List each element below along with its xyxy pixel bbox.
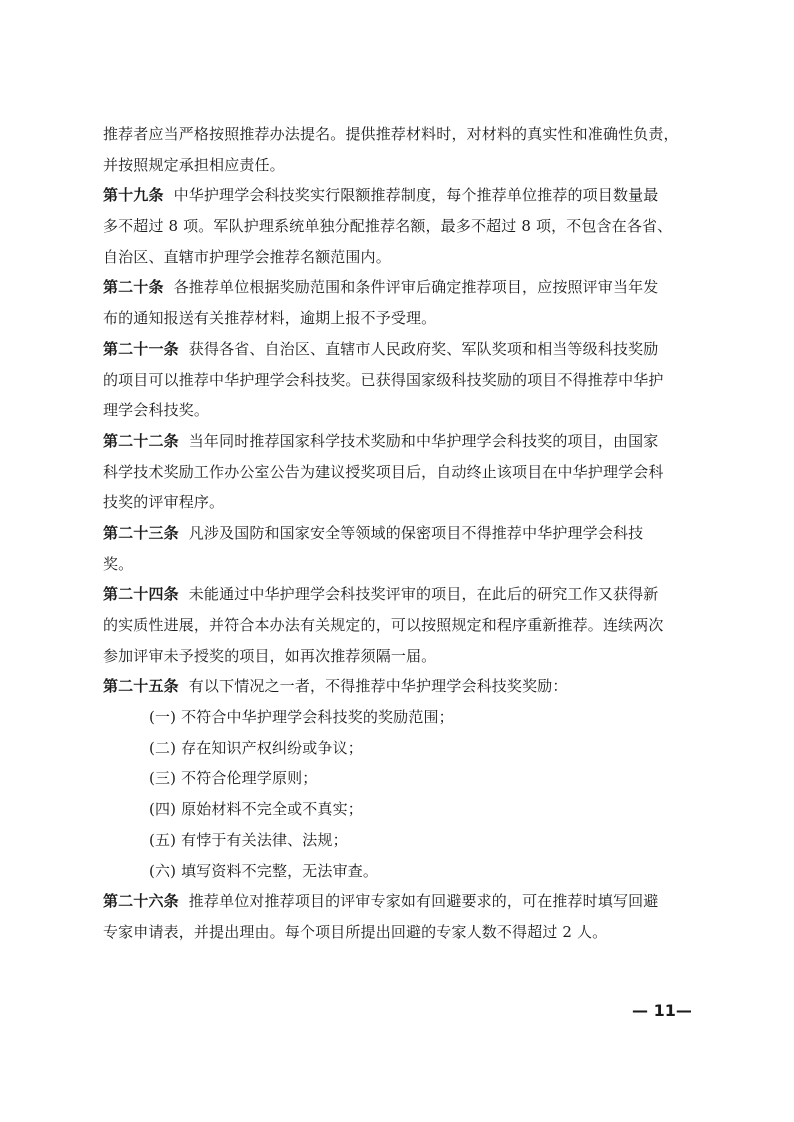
- text-line: [103, 426, 695, 457]
- text-line: [103, 763, 695, 794]
- text-line: [103, 457, 695, 488]
- line-text: 多不超过 8 项。军队护理系统单独分配推荐名额，最多不超过 8 项，不包含在各省、: [103, 217, 673, 236]
- text-line: [103, 917, 695, 948]
- text-line: [103, 671, 695, 702]
- article-number: 第二十四条: [103, 585, 179, 604]
- text-line: [103, 610, 695, 641]
- text-line: [103, 180, 695, 211]
- text-line: [103, 487, 695, 518]
- line-text: 理学会科技奖。: [103, 401, 210, 420]
- article-number: 第二十条: [103, 278, 164, 297]
- text-line: [103, 733, 695, 764]
- line-text: 推荐者应当严格按照推荐办法提名。提供推荐材料时，对材料的真实性和准确性负责，: [103, 125, 679, 143]
- line-text: 自治区、直辖市护理学会推荐名额范围内。: [103, 247, 391, 266]
- line-text: 中华护理学会科技奖实行限额推荐制度，每个推荐单位推荐的项目数量最: [173, 186, 659, 205]
- line-text: 获得各省、自治区、直辖市人民政府奖、军队奖项和相当等级科技奖励: [188, 339, 659, 358]
- text-line: [103, 641, 695, 672]
- text-line: [103, 365, 695, 396]
- text-line: [103, 242, 695, 273]
- page-number: — 11—: [632, 1001, 692, 1020]
- line-text: (三) 不符合伦理学原则；: [149, 769, 318, 788]
- body-text: [103, 119, 695, 948]
- line-text: 参加评审未予授奖的项目，如再次推荐须隔一届。: [103, 646, 437, 665]
- line-text: 专家申请表，并提出理由。每个项目所提出回避的专家人数不得超过 2 人。: [103, 922, 608, 941]
- line-text: (一) 不符合中华护理学会科技奖的奖励范围；: [149, 708, 454, 727]
- line-text: 技奖的评审程序。: [103, 493, 225, 512]
- line-text: 奖。: [103, 554, 134, 573]
- text-line: [103, 150, 695, 181]
- line-text: (六) 填写资料不完整，无法审查。: [149, 861, 379, 880]
- text-line: [103, 825, 695, 856]
- text-line: [103, 395, 695, 426]
- text-line: [103, 702, 695, 733]
- line-text: 的项目可以推荐中华护理学会科技奖。已获得国家级科技奖励的项目不得推荐中华护: [103, 370, 664, 389]
- line-text: 有以下情况之一者，不得推荐中华护理学会科技奖奖励：: [188, 677, 568, 696]
- article-number: 第二十五条: [103, 677, 179, 696]
- line-text: 科学技术奖励工作办公室公告为建议授奖项目后，自动终止该项目在中华护理学会科: [103, 462, 664, 481]
- text-line: [103, 303, 695, 334]
- line-text: 推荐单位对推荐项目的评审专家如有回避要求的，可在推荐时填写回避: [188, 892, 659, 911]
- article-number: 第二十三条: [103, 523, 179, 542]
- line-text: 各推荐单位根据奖励范围和条件评审后确定推荐项目，应按照评审当年发: [173, 278, 659, 297]
- line-text: 未能通过中华护理学会科技奖评审的项目，在此后的研究工作又获得新: [188, 585, 659, 604]
- text-line: [103, 518, 695, 549]
- text-line: [103, 549, 695, 580]
- text-line: [103, 119, 695, 150]
- article-number: 第二十六条: [103, 892, 179, 911]
- text-line: [103, 856, 695, 887]
- text-line: [103, 886, 695, 917]
- line-text: 并按照规定承担相应责任。: [103, 155, 285, 174]
- line-text: (五) 有悖于有关法律、法规；: [149, 830, 348, 849]
- article-number: 第十九条: [103, 186, 164, 205]
- text-line: [103, 211, 695, 242]
- line-text: 凡涉及国防和国家安全等领域的保密项目不得推荐中华护理学会科技: [188, 523, 644, 542]
- line-text: (四) 原始材料不完全或不真实；: [149, 800, 363, 819]
- text-line: [103, 579, 695, 610]
- line-text: (二) 存在知识产权纠纷或争议；: [149, 738, 363, 757]
- line-text: 当年同时推荐国家科学技术奖励和中华护理学会科技奖的项目，由国家: [188, 431, 659, 450]
- text-line: [103, 794, 695, 825]
- line-text: 的实质性进展，并符合本办法有关规定的，可以按照规定和程序重新推荐。连续两次: [103, 616, 664, 634]
- text-line: [103, 334, 695, 365]
- article-number: 第二十二条: [103, 431, 179, 450]
- text-line: [103, 272, 695, 303]
- line-text: 布的通知报送有关推荐材料，逾期上报不予受理。: [103, 309, 437, 328]
- article-number: 第二十一条: [103, 339, 179, 358]
